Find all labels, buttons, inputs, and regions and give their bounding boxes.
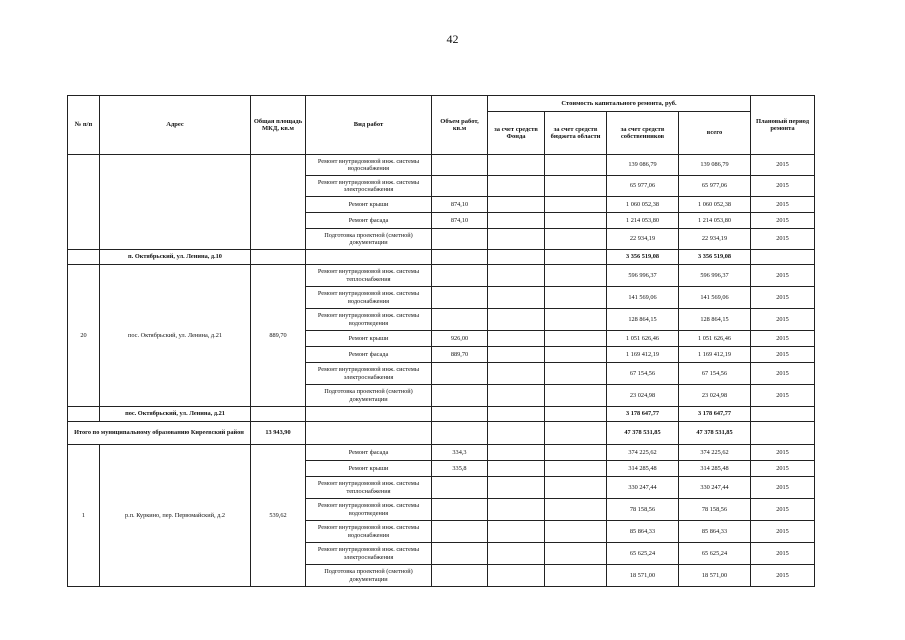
num-cell: 1 [68, 445, 100, 587]
area-cell [251, 155, 306, 250]
volume-cell [432, 363, 488, 385]
volume-cell [432, 287, 488, 309]
municipal-work-cell [306, 422, 432, 445]
owners-cell: 1 169 412,19 [607, 347, 679, 363]
regional-cell [545, 543, 607, 565]
header-cost-group: Стоимость капитального ремонта, руб. [488, 96, 751, 112]
regional-cell [545, 197, 607, 213]
regional-cell [545, 445, 607, 461]
owners-cell: 65 625,24 [607, 543, 679, 565]
total-cell: 85 864,33 [679, 521, 751, 543]
period-cell: 2015 [751, 347, 815, 363]
volume-cell [432, 265, 488, 287]
subtotal-row [68, 250, 815, 265]
regional-cell [545, 385, 607, 407]
fund-cell [488, 331, 545, 347]
regional-cell [545, 521, 607, 543]
volume-cell [432, 229, 488, 250]
work-type-cell: Ремонт внутридомовой инж. системы теплоснабжения [306, 477, 432, 499]
subtotal-work-cell [306, 250, 432, 265]
fund-cell [488, 265, 545, 287]
volume-cell: 926,00 [432, 331, 488, 347]
total-cell: 22 934,19 [679, 229, 751, 250]
volume-cell [432, 309, 488, 331]
owners-cell: 65 977,06 [607, 176, 679, 197]
fund-cell [488, 197, 545, 213]
period-cell: 2015 [751, 499, 815, 521]
owners-cell: 314 285,48 [607, 461, 679, 477]
work-type-cell: Ремонт крыши [306, 197, 432, 213]
header-work-type: Вид работ [306, 96, 432, 155]
total-cell: 78 158,56 [679, 499, 751, 521]
area-cell: 889,70 [251, 265, 306, 407]
municipal-total-label: Итого по муниципальному образованию Киреевский район [68, 422, 251, 445]
volume-cell [432, 155, 488, 176]
fund-cell [488, 287, 545, 309]
regional-cell [545, 565, 607, 587]
work-type-cell: Ремонт внутридомовой инж. системы электроснабжения [306, 543, 432, 565]
subtotal-label: п. Октябрьский, ул. Ленина, д.10 [100, 250, 251, 265]
total-cell: 374 225,62 [679, 445, 751, 461]
period-cell: 2015 [751, 229, 815, 250]
owners-cell: 23 024,98 [607, 385, 679, 407]
subtotal-period-cell [751, 407, 815, 422]
table-row [68, 265, 815, 287]
num-cell [68, 155, 100, 250]
num-cell: 20 [68, 265, 100, 407]
period-cell: 2015 [751, 176, 815, 197]
owners-cell: 1 051 626,46 [607, 331, 679, 347]
header-num: № п/п [68, 96, 100, 155]
total-cell: 314 285,48 [679, 461, 751, 477]
address-cell: р.п. Куркино, пер. Первомайский, д.2 [100, 445, 251, 587]
fund-cell [488, 565, 545, 587]
total-cell: 128 864,15 [679, 309, 751, 331]
subtotal-owners: 3 356 519,08 [607, 250, 679, 265]
volume-cell: 874,10 [432, 197, 488, 213]
header-owners: за счет средств собственников [607, 112, 679, 155]
work-type-cell: Ремонт внутридомовой инж. системы электроснабжения [306, 363, 432, 385]
owners-cell: 374 225,62 [607, 445, 679, 461]
regional-cell [545, 499, 607, 521]
period-cell: 2015 [751, 521, 815, 543]
period-cell: 2015 [751, 461, 815, 477]
volume-cell: 334,3 [432, 445, 488, 461]
period-cell: 2015 [751, 363, 815, 385]
fund-cell [488, 309, 545, 331]
regional-cell [545, 155, 607, 176]
owners-cell: 1 060 052,38 [607, 197, 679, 213]
page-number: 42 [446, 32, 459, 46]
subtotal-fund-cell [488, 250, 545, 265]
subtotal-fund-cell [488, 407, 545, 422]
owners-cell: 67 154,56 [607, 363, 679, 385]
period-cell: 2015 [751, 265, 815, 287]
fund-cell [488, 176, 545, 197]
volume-cell [432, 477, 488, 499]
period-cell: 2015 [751, 213, 815, 229]
work-type-cell: Ремонт фасада [306, 213, 432, 229]
fund-cell [488, 543, 545, 565]
municipal-period-cell [751, 422, 815, 445]
owners-cell: 330 247,44 [607, 477, 679, 499]
period-cell: 2015 [751, 155, 815, 176]
table-header [68, 96, 815, 155]
subtotal-num-cell [68, 407, 100, 422]
work-type-cell: Ремонт крыши [306, 331, 432, 347]
volume-cell: 335,8 [432, 461, 488, 477]
subtotal-volume-cell [432, 407, 488, 422]
total-cell: 1 214 053,80 [679, 213, 751, 229]
fund-cell [488, 213, 545, 229]
total-cell: 18 571,00 [679, 565, 751, 587]
subtotal-work-cell [306, 407, 432, 422]
work-type-cell: Ремонт внутридомовой инж. системы водоснабжения [306, 287, 432, 309]
volume-cell: 889,70 [432, 347, 488, 363]
fund-cell [488, 385, 545, 407]
fund-cell [488, 363, 545, 385]
regional-cell [545, 309, 607, 331]
work-type-cell: Ремонт внутридомовой инж. системы водоснабжения [306, 521, 432, 543]
fund-cell [488, 521, 545, 543]
total-cell: 23 024,98 [679, 385, 751, 407]
subtotal-area-cell [251, 250, 306, 265]
work-type-cell: Ремонт внутридомовой инж. системы водоотведения [306, 309, 432, 331]
work-type-cell: Ремонт внутридомовой инж. системы теплоснабжения [306, 265, 432, 287]
header-address: Адрес [100, 96, 251, 155]
period-cell: 2015 [751, 565, 815, 587]
header-fund: за счет средств Фонда [488, 112, 545, 155]
fund-cell [488, 229, 545, 250]
work-type-cell: Ремонт внутридомовой инж. системы водоснабжения [306, 155, 432, 176]
header-period: Плановый период ремонта [751, 96, 815, 155]
regional-cell [545, 229, 607, 250]
regional-cell [545, 477, 607, 499]
owners-cell: 1 214 053,80 [607, 213, 679, 229]
owners-cell: 85 864,33 [607, 521, 679, 543]
volume-cell: 874,10 [432, 213, 488, 229]
regional-cell [545, 176, 607, 197]
total-cell: 596 996,37 [679, 265, 751, 287]
address-cell [100, 155, 251, 250]
period-cell: 2015 [751, 197, 815, 213]
subtotal-area-cell [251, 407, 306, 422]
subtotal-total: 3 356 519,08 [679, 250, 751, 265]
address-cell: пос. Октябрьский, ул. Ленина, д.21 [100, 265, 251, 407]
regional-cell [545, 331, 607, 347]
subtotal-label: пос. Октябрьский, ул. Ленина, д.21 [100, 407, 251, 422]
fund-cell [488, 155, 545, 176]
regional-cell [545, 265, 607, 287]
owners-cell: 596 996,37 [607, 265, 679, 287]
regional-cell [545, 461, 607, 477]
header-volume: Объем работ, кв.м [432, 96, 488, 155]
period-cell: 2015 [751, 309, 815, 331]
work-type-cell: Подготовка проектной (сметной) документации [306, 229, 432, 250]
subtotal-owners: 3 178 647,77 [607, 407, 679, 422]
municipal-total-row [68, 422, 815, 445]
table-row [68, 445, 815, 461]
period-cell: 2015 [751, 331, 815, 347]
period-cell: 2015 [751, 385, 815, 407]
municipal-total-total: 47 378 531,85 [679, 422, 751, 445]
subtotal-volume-cell [432, 250, 488, 265]
work-type-cell: Подготовка проектной (сметной) документации [306, 565, 432, 587]
fund-cell [488, 499, 545, 521]
capital-repair-table [67, 95, 815, 587]
period-cell: 2015 [751, 543, 815, 565]
municipal-total-owners: 47 378 531,85 [607, 422, 679, 445]
fund-cell [488, 347, 545, 363]
period-cell: 2015 [751, 477, 815, 499]
total-cell: 1 169 412,19 [679, 347, 751, 363]
total-cell: 65 977,06 [679, 176, 751, 197]
fund-cell [488, 461, 545, 477]
municipal-fund-cell [488, 422, 545, 445]
subtotal-row [68, 407, 815, 422]
total-cell: 1 051 626,46 [679, 331, 751, 347]
owners-cell: 18 571,00 [607, 565, 679, 587]
total-cell: 1 060 052,38 [679, 197, 751, 213]
table-row [68, 155, 815, 176]
subtotal-period-cell [751, 250, 815, 265]
work-type-cell: Ремонт фасада [306, 347, 432, 363]
fund-cell [488, 445, 545, 461]
owners-cell: 22 934,19 [607, 229, 679, 250]
volume-cell [432, 385, 488, 407]
owners-cell: 128 864,15 [607, 309, 679, 331]
owners-cell: 78 158,56 [607, 499, 679, 521]
fund-cell [488, 477, 545, 499]
total-cell: 141 569,06 [679, 287, 751, 309]
work-type-cell: Ремонт внутридомовой инж. системы электроснабжения [306, 176, 432, 197]
area-cell: 539,62 [251, 445, 306, 587]
period-cell: 2015 [751, 445, 815, 461]
total-cell: 330 247,44 [679, 477, 751, 499]
regional-cell [545, 363, 607, 385]
owners-cell: 141 569,06 [607, 287, 679, 309]
table-body [68, 155, 815, 587]
header-area: Общая площадь МКД, кв.м [251, 96, 306, 155]
total-cell: 67 154,56 [679, 363, 751, 385]
subtotal-num-cell [68, 250, 100, 265]
work-type-cell: Ремонт фасада [306, 445, 432, 461]
municipal-regional-cell [545, 422, 607, 445]
work-type-cell: Подготовка проектной (сметной) документации [306, 385, 432, 407]
owners-cell: 139 086,79 [607, 155, 679, 176]
subtotal-regional-cell [545, 407, 607, 422]
subtotal-total: 3 178 647,77 [679, 407, 751, 422]
volume-cell [432, 521, 488, 543]
volume-cell [432, 499, 488, 521]
work-type-cell: Ремонт крыши [306, 461, 432, 477]
work-type-cell: Ремонт внутридомовой инж. системы водоотведения [306, 499, 432, 521]
subtotal-regional-cell [545, 250, 607, 265]
regional-cell [545, 287, 607, 309]
municipal-total-area: 13 943,90 [251, 422, 306, 445]
total-cell: 65 625,24 [679, 543, 751, 565]
volume-cell [432, 176, 488, 197]
municipal-volume-cell [432, 422, 488, 445]
regional-cell [545, 347, 607, 363]
volume-cell [432, 565, 488, 587]
header-regional: за счет средств бюджета области [545, 112, 607, 155]
period-cell: 2015 [751, 287, 815, 309]
total-cell: 139 086,79 [679, 155, 751, 176]
regional-cell [545, 213, 607, 229]
volume-cell [432, 543, 488, 565]
header-total: всего [679, 112, 751, 155]
